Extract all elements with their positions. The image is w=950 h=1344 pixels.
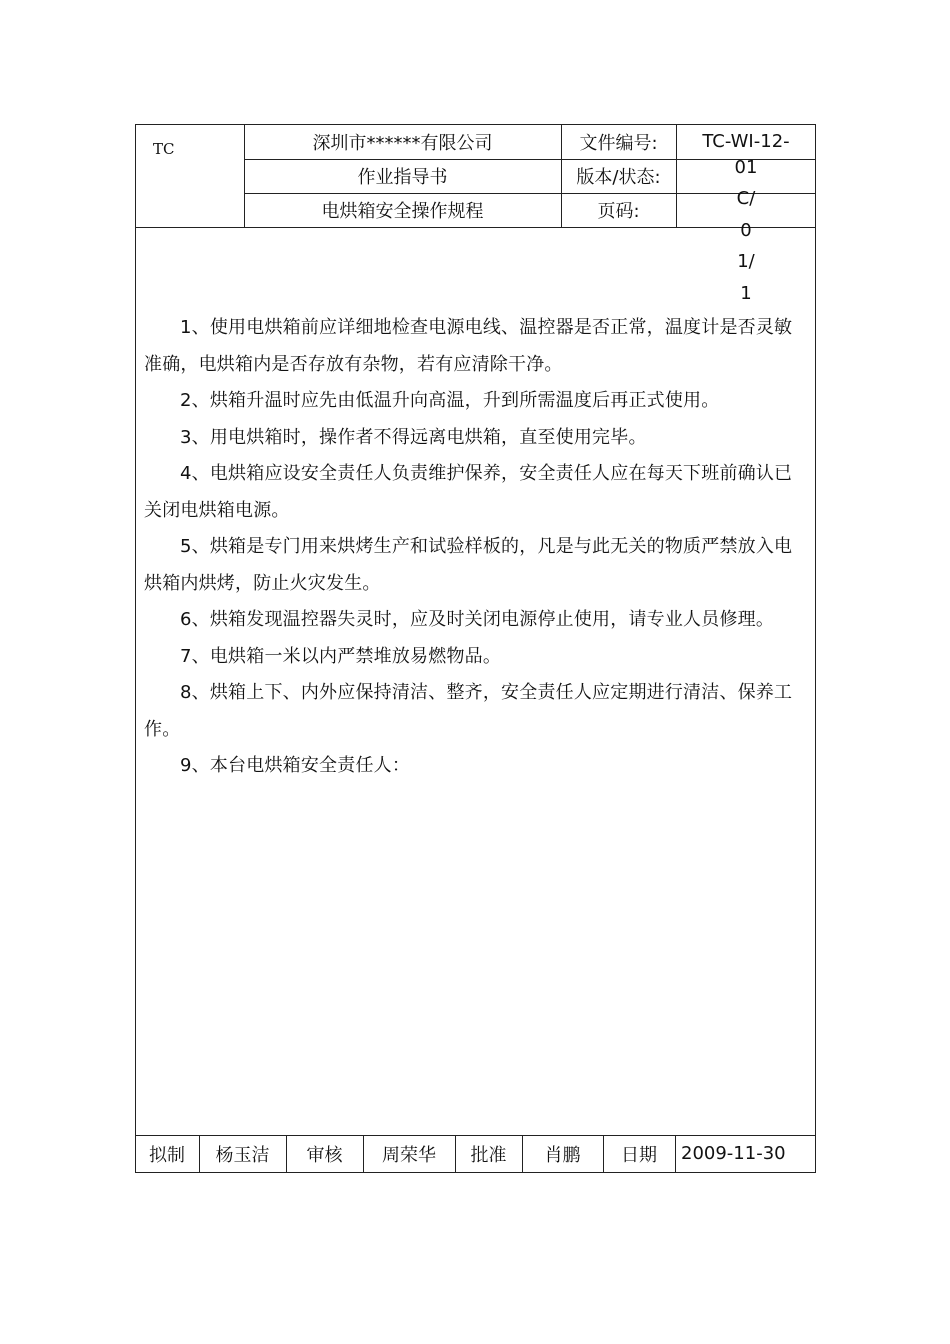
doc-number-line: 1/ bbox=[737, 251, 755, 272]
company-logo: TC bbox=[153, 140, 175, 158]
procedure-item: 6、烘箱发现温控器失灵时，应及时关闭电源停止使用，请专业人员修理。 bbox=[180, 609, 775, 630]
doc-number-value bbox=[676, 126, 816, 309]
procedure-item: 8、烘箱上下、内外应保持清洁、整齐，安全责任人应定期进行清洁、保养工作。 bbox=[144, 682, 793, 740]
doc-number-line: TC-WI-12- bbox=[702, 131, 790, 152]
drafted-label: 拟制 bbox=[149, 1144, 185, 1166]
doc-number-line: 1 bbox=[740, 282, 752, 304]
reviewed-by: 周荣华 bbox=[382, 1144, 436, 1166]
procedure-body bbox=[144, 310, 804, 785]
procedure-item: 2、烘箱升温时应先由低温升向高温，升到所需温度后再正式使用。 bbox=[180, 390, 720, 411]
procedure-item: 7、电烘箱一米以内严禁堆放易燃物品。 bbox=[180, 645, 502, 667]
approved-label: 批准 bbox=[470, 1144, 507, 1166]
date-value: 2009-11-30 bbox=[681, 1143, 786, 1164]
approved-by: 肖鹏 bbox=[544, 1144, 581, 1166]
procedure-item: 9、本台电烘箱安全责任人： bbox=[180, 755, 411, 776]
company-name: 深圳市******有限公司 bbox=[312, 133, 493, 154]
drafted-by: 杨玉洁 bbox=[215, 1144, 270, 1166]
procedure-item: 5、烘箱是专门用来烘烤生产和试验样板的，凡是与此无关的物质严禁放入电烘箱内烘烤，防止火灾发生。 bbox=[144, 536, 793, 594]
procedure-item: 4、电烘箱应设安全责任人负责维护保养，安全责任人应在每天下班前确认已关闭电烘箱电源。 bbox=[144, 463, 793, 521]
document-type: 作业指导书 bbox=[357, 167, 448, 188]
doc-number-line: 0 bbox=[740, 219, 752, 241]
doc-number-line: C/ bbox=[736, 188, 756, 209]
procedure-item: 3、用电烘箱时，操作者不得远离电烘箱，直至使用完毕。 bbox=[180, 426, 647, 448]
page-label: 页码: bbox=[597, 201, 640, 222]
doc-number-label: 文件编号: bbox=[579, 133, 658, 154]
reviewed-label: 审核 bbox=[306, 1144, 343, 1166]
document-title: 电烘箱安全操作规程 bbox=[321, 201, 484, 222]
date-label: 日期 bbox=[621, 1144, 657, 1166]
procedure-item: 1、使用电烘箱前应详细地检查电源电线、温控器是否正常，温度计是否灵敏准确，电烘箱内是否存放有杂物，若有应清除干净。 bbox=[144, 317, 793, 375]
version-label: 版本/状态: bbox=[576, 167, 661, 188]
doc-number-line: 01 bbox=[734, 156, 758, 178]
